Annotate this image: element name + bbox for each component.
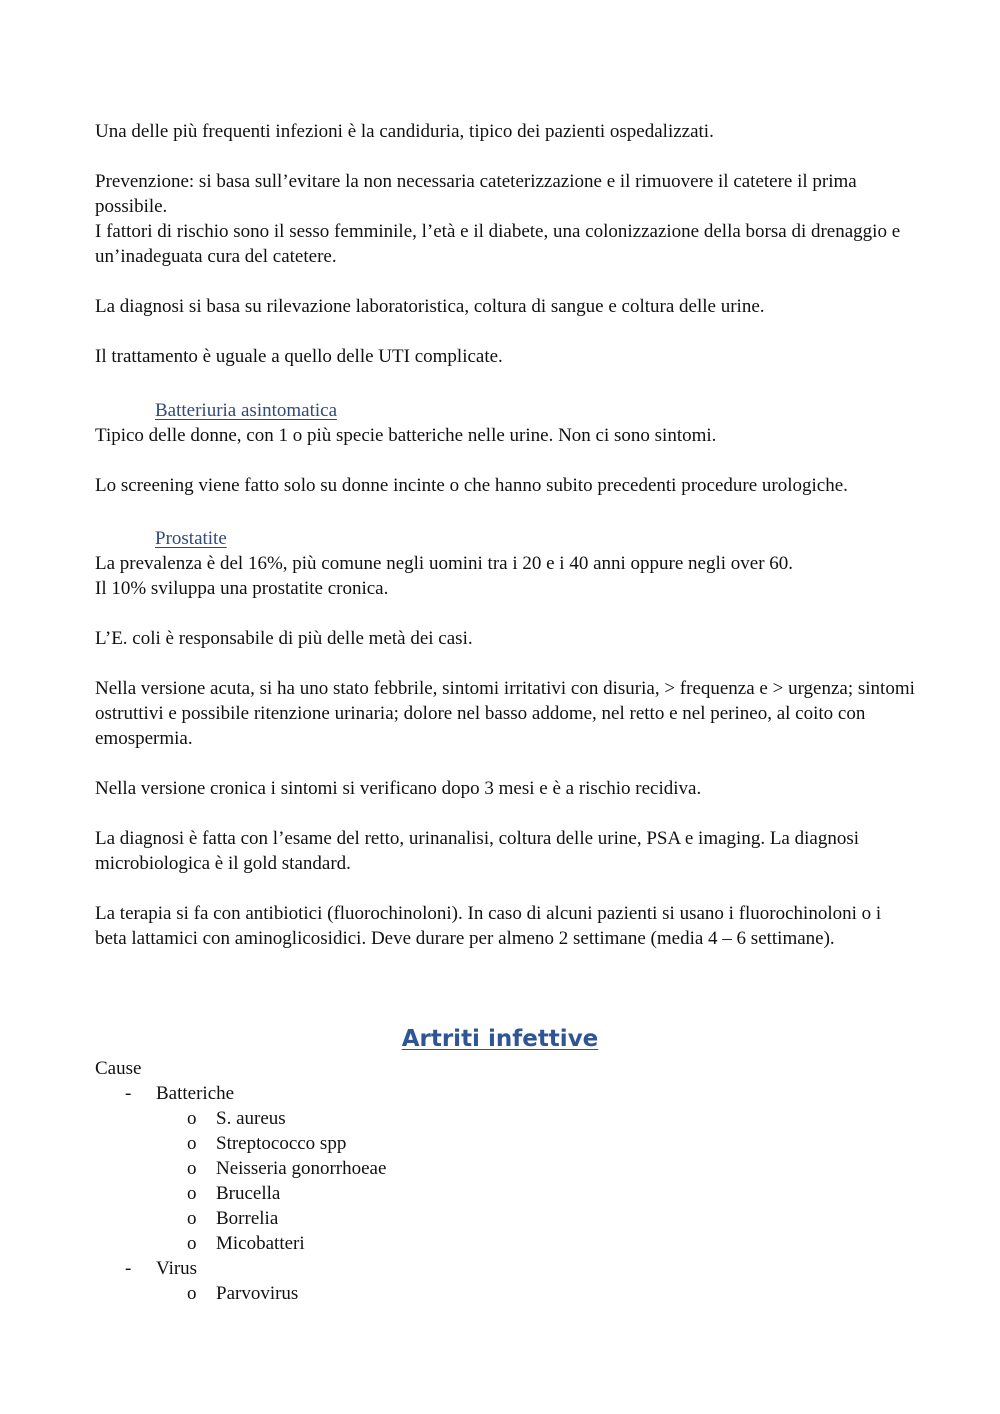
paragraph-prevenzione: Prevenzione: si basa sull’evitare la non necessaria cateterizzazione e il rimuovere il catetere il prima possibile. [95, 171, 857, 217]
paragraph-diagnosi-prostatite: La diagnosi è fatta con l’esame del retto, urinanalisi, coltura delle urine, PSA e imaging. La diagnosi microbiologica è il gold standard. [95, 828, 859, 874]
subheading-batteriuria-asintomatica: Batteriuria asintomatica [155, 400, 338, 421]
paragraph-fattori-rischio: I fattori di rischio sono il sesso femminile, l’età e il diabete, una colonizzazione della borsa di drenaggio e un’inadeguata cura del catetere. [95, 221, 901, 267]
list-circle-marker: o [187, 1233, 197, 1254]
list-dash-marker: - [125, 1258, 132, 1279]
cause-item: Streptococco spp [216, 1133, 347, 1154]
list-dash-marker: - [125, 1083, 132, 1104]
paragraph-prevalenza: La prevalenza è del 16%, più comune negli uomini tra i 20 e i 40 anni oppure negli over 60. [95, 553, 794, 574]
paragraph-candiduria: Una delle più frequenti infezioni è la candiduria, tipico dei pazienti ospedalizzati. [95, 121, 714, 142]
paragraph-batteriuria-tipico: Tipico delle donne, con 1 o più specie batteriche nelle urine. Non ci sono sintomi. [95, 425, 717, 446]
cause-heading: Cause [95, 1058, 142, 1079]
list-circle-marker: o [187, 1183, 197, 1204]
cause-item: Parvovirus [216, 1283, 299, 1304]
paragraph-trattamento: Il trattamento è uguale a quello delle UTI complicate. [95, 346, 503, 367]
cause-category-virus: Virus [156, 1258, 198, 1279]
list-circle-marker: o [187, 1208, 197, 1229]
paragraph-versione-cronica: Nella versione cronica i sintomi si verificano dopo 3 mesi e è a rischio recidiva. [95, 778, 702, 799]
cause-item: Neisseria gonorrhoeae [216, 1158, 387, 1179]
cause-item: S. aureus [216, 1108, 286, 1129]
paragraph-terapia: La terapia si fa con antibiotici (fluorochinoloni). In caso di alcuni pazienti si usano i fluorochinoloni o i beta lattamici con aminoglicosidici. Deve durare per almeno 2 settimane (media 4 – 6 settimane). [95, 903, 882, 949]
paragraph-versione-acuta: Nella versione acuta, si ha uno stato febbrile, sintomi irritativi con disuria, > frequenza e > urgenza; sintomi ostruttivi e possibile ritenzione urinaria; dolore nel basso addome, nel retto e nel perineo, al coito con emospermia. [95, 678, 915, 749]
list-circle-marker: o [187, 1133, 197, 1154]
paragraph-prostatite-cronica: Il 10% sviluppa una prostatite cronica. [95, 578, 389, 599]
list-circle-marker: o [187, 1108, 197, 1129]
cause-category-batteriche: Batteriche [156, 1083, 235, 1104]
paragraph-screening: Lo screening viene fatto solo su donne incinte o che hanno subito precedenti procedure urologiche. [95, 475, 848, 496]
cause-item: Brucella [216, 1183, 281, 1204]
list-circle-marker: o [187, 1158, 197, 1179]
cause-item: Micobatteri [216, 1233, 305, 1254]
paragraph-ecoli: L’E. coli è responsabile di più delle metà dei casi. [95, 628, 473, 649]
subheading-prostatite: Prostatite [155, 528, 227, 549]
list-circle-marker: o [187, 1283, 197, 1304]
cause-item: Borrelia [216, 1208, 279, 1229]
paragraph-diagnosi-candiduria: La diagnosi si basa su rilevazione laboratoristica, coltura di sangue e coltura delle urine. [95, 296, 765, 317]
section-title-artriti-infettive: Artriti infettive [401, 1026, 599, 1052]
